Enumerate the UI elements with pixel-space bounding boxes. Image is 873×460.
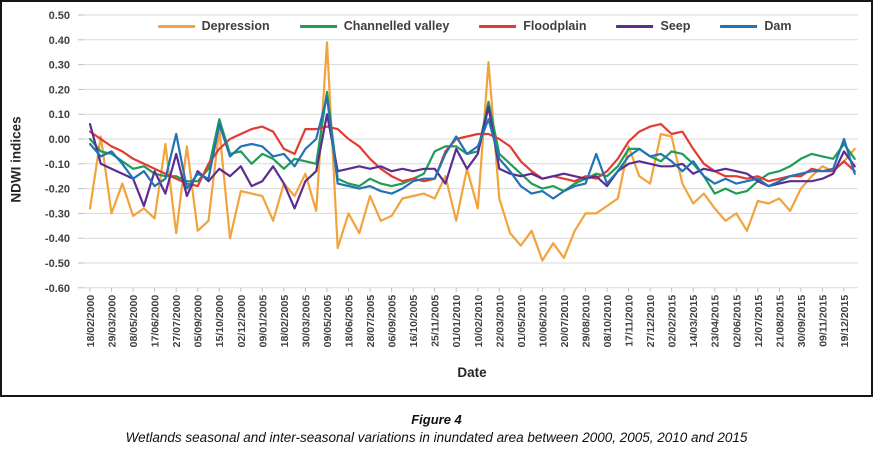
y-tick-label: -0.20	[44, 183, 70, 196]
x-tick-label: 08/05/2000	[128, 294, 141, 348]
y-tick-label: 0.00	[48, 134, 70, 146]
seep-line-swatch-icon	[616, 25, 653, 28]
legend-item-dam	[720, 19, 791, 33]
x-tick-label: 29/08/2010	[580, 294, 593, 348]
x-tick-label: 30/09/2015	[795, 294, 808, 348]
legend-label: Floodplain	[523, 19, 587, 33]
x-tick-label: 27/12/2010	[645, 294, 658, 348]
x-tick-label: 12/07/2015	[752, 294, 765, 348]
x-tick-label: 27/07/2000	[171, 294, 184, 348]
legend-label: Seep	[660, 19, 691, 33]
y-tick-label: 0.30	[48, 59, 70, 72]
x-tick-label: 23/04/2015	[709, 294, 722, 348]
y-tick-label: 0.50	[48, 10, 70, 22]
x-tick-label: 01/05/2010	[515, 294, 528, 348]
x-tick-label: 30/03/2005	[300, 294, 313, 348]
x-tick-label: 09/11/2015	[817, 294, 830, 347]
channelled-valley-line-swatch-icon	[300, 25, 337, 28]
x-tick-label: 14/03/2015	[688, 294, 701, 348]
y-tick-label: -0.30	[44, 208, 70, 221]
y-tick-label: -0.10	[44, 158, 70, 171]
figure-number: Figure 4	[411, 412, 462, 427]
y-tick-label: -0.50	[44, 258, 70, 270]
x-tick-label: 20/07/2010	[558, 294, 571, 348]
x-tick-label: 16/10/2005	[408, 294, 421, 348]
x-tick-label: 01/01/2010	[451, 294, 464, 348]
depression-line-swatch-icon	[158, 25, 195, 28]
x-tick-label: 18/02/2000	[85, 294, 97, 348]
x-tick-label: 15/10/2000	[214, 294, 227, 348]
dam-line-swatch-icon	[720, 25, 757, 28]
x-tick-label: 21/08/2015	[774, 294, 787, 348]
x-tick-label: 19/12/2015	[838, 294, 851, 348]
figure-caption	[0, 412, 873, 445]
x-tick-label: 09/01/2005	[257, 294, 270, 348]
legend-label: Depression	[201, 19, 270, 33]
x-tick-label: 02/06/2015	[731, 294, 744, 348]
y-tick-label: -0.40	[44, 233, 70, 246]
legend-label: Dam	[764, 19, 792, 33]
x-tick-label: 10/06/2010	[537, 294, 550, 348]
x-tick-label: 02/02/2015	[666, 294, 679, 348]
x-tick-label: 17/06/2000	[149, 294, 162, 348]
y-tick-label: 0.10	[48, 109, 70, 122]
legend-item-channelled-valley	[300, 19, 450, 33]
figure-caption-text: Wetlands seasonal and inter-seasonal variations in inundated area between 2000, 2005, 2010 and 2015	[125, 430, 748, 445]
legend-item-floodplain	[479, 19, 586, 33]
y-tick-label: 0.20	[48, 84, 70, 97]
floodplain-line-swatch-icon	[479, 25, 516, 28]
x-axis-title: Date	[457, 365, 487, 380]
x-tick-label: 17/11/2010	[623, 294, 636, 347]
x-tick-label: 06/09/2005	[386, 294, 399, 348]
x-tick-label: 29/03/2000	[106, 294, 119, 348]
legend-item-seep	[616, 19, 690, 33]
series-line-dam	[90, 97, 855, 199]
x-tick-label: 10/02/2010	[472, 294, 485, 348]
x-tick-label: 09/05/2005	[321, 294, 334, 348]
y-tick-label: 0.40	[48, 34, 70, 47]
x-tick-label: 18/06/2005	[343, 294, 356, 348]
x-tick-label: 02/12/2000	[235, 294, 248, 348]
plot-area	[2, 2, 871, 395]
x-tick-label: 25/11/2005	[429, 294, 442, 347]
x-tick-label: 18/02/2005	[278, 294, 291, 348]
y-tick-label: -0.60	[44, 282, 70, 295]
y-axis-title: NDWI indices	[8, 116, 24, 203]
x-tick-label: 22/03/2010	[494, 294, 507, 348]
x-tick-label: 28/07/2005	[365, 294, 378, 348]
legend-item-depression	[158, 19, 270, 33]
x-tick-label: 08/10/2010	[602, 294, 615, 348]
legend-label: Channelled valley	[343, 19, 450, 33]
x-tick-label: 05/09/2000	[192, 294, 205, 348]
chart-legend	[158, 19, 792, 33]
